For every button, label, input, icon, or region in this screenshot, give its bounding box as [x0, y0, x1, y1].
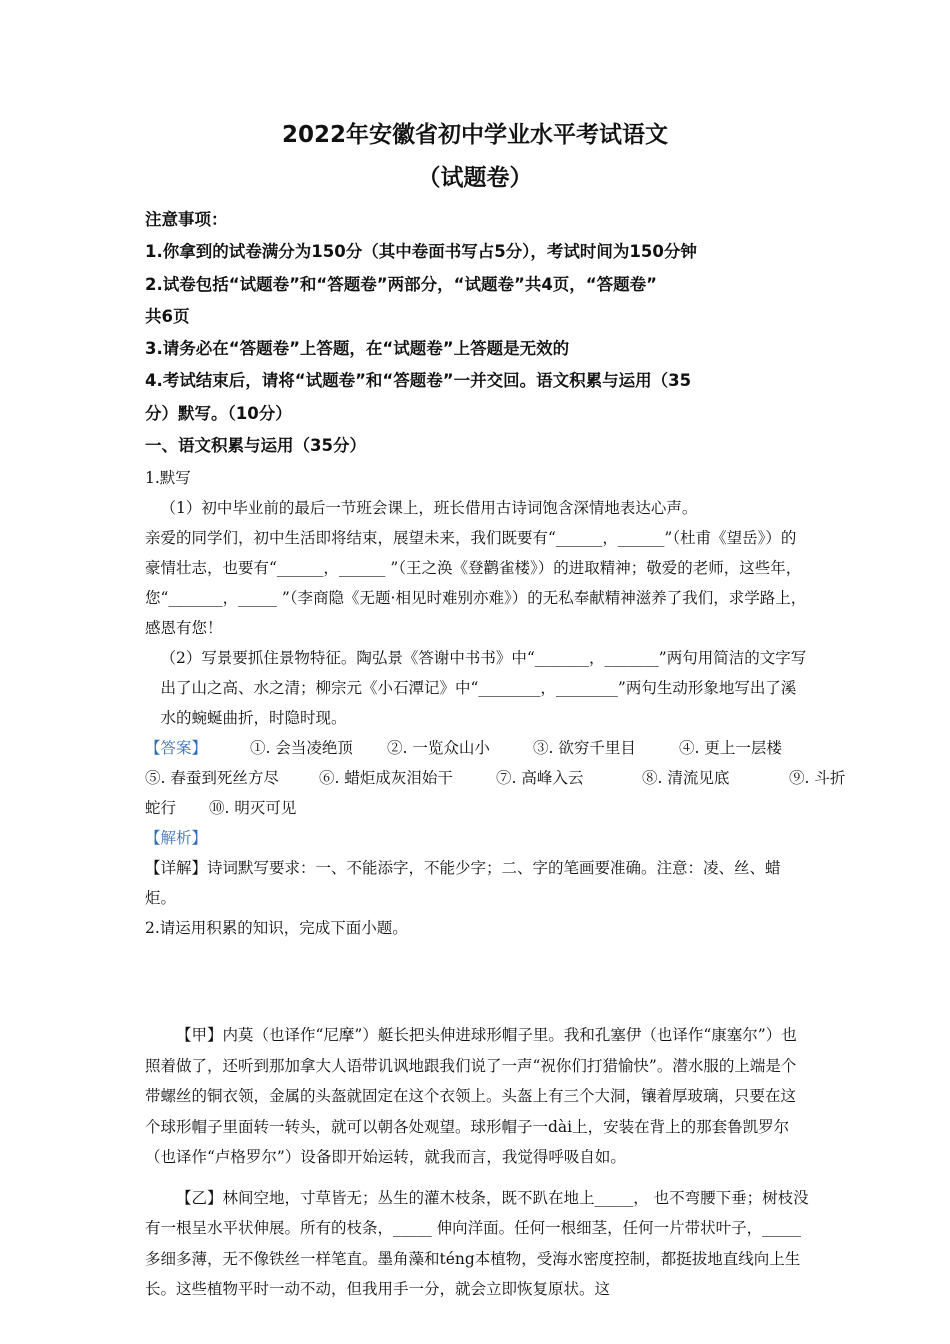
notice-heading: 注意事项：	[145, 210, 228, 229]
answer-item: ⑥. 蜡炬成灰泪始干	[319, 769, 453, 787]
notice-line: 3.请务必在“答题卷”上答题，在“试题卷”上答题是无效的	[145, 339, 570, 359]
answer-label: 【答案】	[145, 739, 208, 757]
answer-row	[145, 763, 846, 793]
notice-line: 1.你拿到的试卷满分为150分（其中卷面书写占5分），考试时间为150分钟	[145, 242, 697, 262]
answer-item: ⑦. 高峰入云	[496, 769, 584, 787]
answer-item: ③. 欲穷千里目	[533, 739, 636, 757]
passage-a: 【甲】内莫（也译作“尼摩”）艇长把头伸进球形帽子里。我和孔塞伊（也译作“康塞尔”）也照着做了，还听到那加拿大人语带讥讽地跟我们说了一声“祝你们打猎愉快”。潜水服的上端是个带螺丝的铜衣领，金属的头盔就固定在这个衣领上。头盔上有三个大洞，镶着厚玻璃，只要在这个球形帽子里面转一转头，就可以朝各处观望。球形帽子一dài上，安装在背上的那套鲁凯罗尔（也译作“卢格罗尔”）设备即开始运转，就我而言，我觉得呼吸自如。	[145, 1026, 797, 1166]
notice-line: 4.考试结束后，请将“试题卷”和“答题卷”一并交回。语文积累与运用（35	[145, 371, 692, 391]
answer-item: ⑩. 明灭可见	[209, 799, 297, 817]
q1-label: 1.默写	[145, 469, 191, 487]
answer-item: ⑤. 春蚕到死丝方尽	[145, 769, 279, 787]
q1-part1-text: 亲爱的同学们，初中生活即将结束，展望未来，我们既要有“______，______”（杜甫《望岳》）的豪情壮志，也要有“______，______ ”（王之涣《登鹳雀楼》）的进取精神；敬爱的老师，这些年，您“_______，_____ ”（李商隐《无题·相见时难别亦难》）的无私奉献精神滋养了我们，求学路上，感恩有您！	[145, 529, 807, 637]
notice-line: 共6页	[145, 306, 190, 326]
answer-item: ⑨. 斗折	[789, 769, 846, 787]
answer-item: 蛇行	[145, 799, 177, 817]
answer-item: ②. 一览众山小	[387, 739, 490, 757]
q1-part2-text: （2）写景要抓住景物特征。陶弘景《答谢中书书》中“_______，_______”两句用简洁的文字写出了山之高、水之清；柳宗元《小石潭记》中“________，________”两句生动形象地写出了溪水的蜿蜒曲折，时隐时现。	[160, 649, 807, 727]
answer-row	[145, 793, 811, 823]
question-1	[145, 463, 846, 943]
exam-title: 2022年安徽省初中学业水平考试语文	[281, 122, 668, 148]
answer-item: ①. 会当凌绝顶	[250, 739, 353, 757]
answer-row	[145, 733, 811, 763]
q1-part1-intro: （1）初中毕业前的最后一节班会课上，班长借用古诗词饱含深情地表达心声。	[160, 499, 698, 517]
notice-line: 分）默写。（10分）	[145, 403, 292, 423]
answer-item: ④. 更上一层楼	[679, 739, 782, 757]
exam-subtitle: （试题卷）	[417, 165, 533, 191]
notice-section	[145, 204, 811, 462]
analysis-label: 【解析】	[145, 829, 208, 847]
q1-detail: 【详解】诗词默写要求：一、不能添字，不能少字；二、字的笔画要准确。注意：凌、丝、蜡炬。	[145, 859, 781, 907]
notice-line: 2.试卷包括“试题卷”和“答题卷”两部分，“试题卷”共4页，“答题卷”	[145, 274, 657, 294]
answer-item: ⑧. 清流见底	[642, 769, 730, 787]
q2-label: 2.请运用积累的知识，完成下面小题。	[145, 919, 408, 937]
section-title: 一、语文积累与运用（35分）	[145, 436, 366, 456]
passage-b: 【乙】林间空地，寸草皆无；丛生的灌木枝条，既不趴在地上_____， 也不弯腰下垂；树枝没有一根呈水平状伸展。所有的枝条，_____ 伸向洋面。任何一根细茎，任何一片带状叶子，_____多细多薄，无不像铁丝一样笔直。墨角藻和téng本植物，受海水密度控制，都挺拔地直线向上生长。这些植物平时一动不动，但我用手一分，就会立即恢复原状。这	[145, 1188, 809, 1298]
q2-passages	[145, 1020, 811, 1305]
